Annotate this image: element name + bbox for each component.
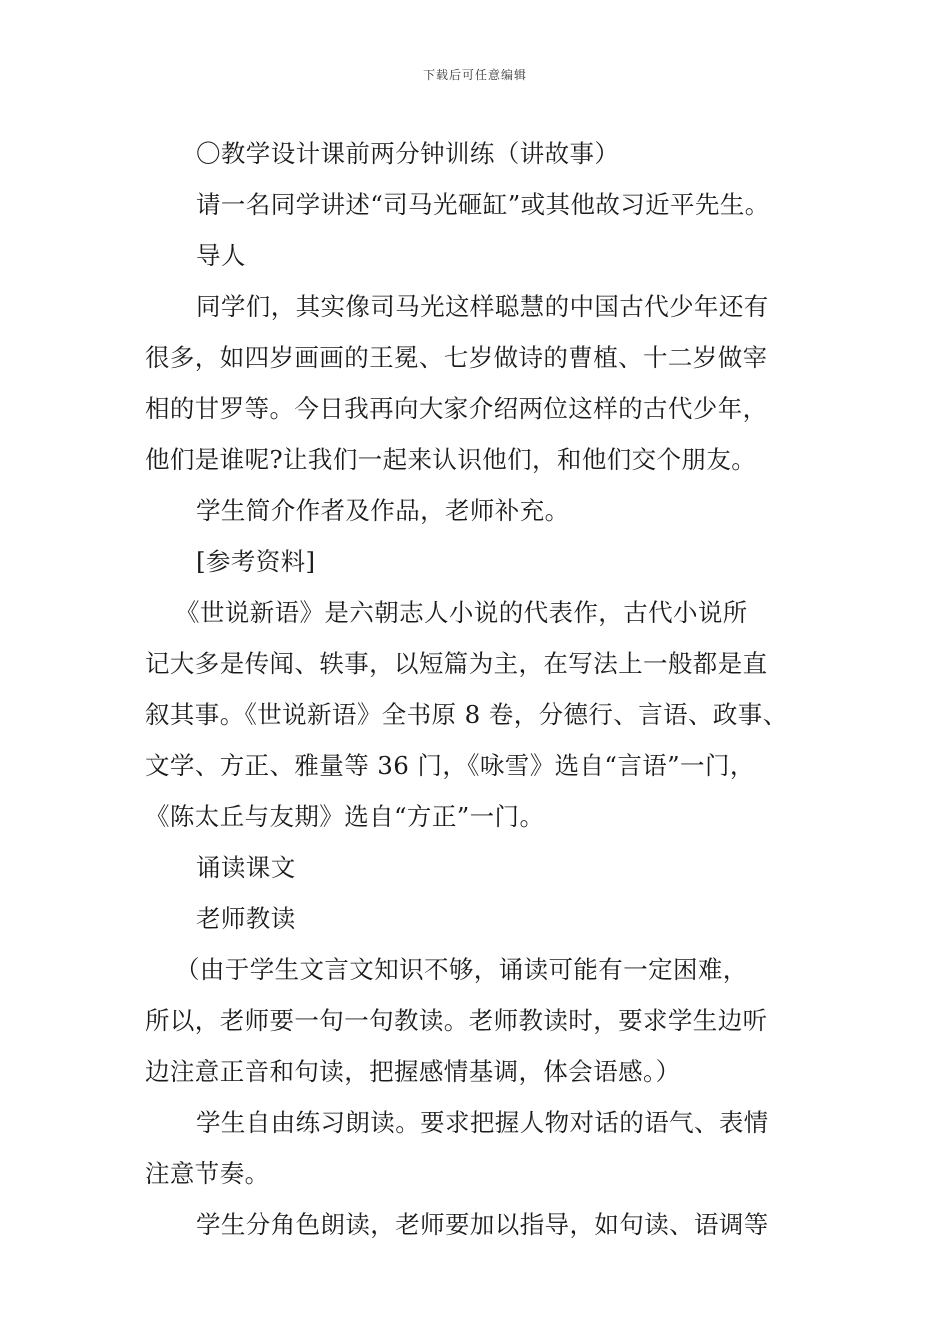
paragraph-line: 他们是谁呢?让我们一起来认识他们，和他们交个朋友。	[145, 445, 757, 474]
section-heading: [参考资料]	[196, 547, 316, 576]
section-heading: 导人	[196, 241, 246, 270]
paragraph-line: 注意节奏。	[145, 1159, 270, 1188]
paragraph-line: （由于学生文言文知识不够，诵读可能有一定困难，	[175, 955, 748, 984]
paragraph-line: 记大多是传闻、轶事，以短篇为主，在写法上一般都是直	[145, 649, 768, 678]
paragraph-line: 同学们，其实像司马光这样聪慧的中国古代少年还有	[196, 292, 769, 321]
page-header: 下载后可任意编辑	[422, 68, 527, 82]
paragraph-line: 相的甘罗等。今日我再向大家介绍两位这样的古代少年，	[145, 394, 768, 423]
section-heading: 诵读课文	[196, 853, 296, 882]
paragraph-line: 叙其事。《世说新语》全书原 8 卷，分德行、言语、政事、	[145, 700, 788, 729]
paragraph-line: 学生分角色朗读，老师要加以指导，如句读、语调等	[196, 1210, 769, 1239]
paragraph-line: 很多，如四岁画画的王冕、七岁做诗的曹植、十二岁做宰	[145, 343, 768, 372]
paragraph-line: 请一名同学讲述“司马光砸缸”或其他故习近平先生。	[196, 190, 770, 219]
paragraph-line: 《世说新语》是六朝志人小说的代表作，古代小说所	[175, 598, 748, 627]
section-heading: 〇教学设计课前两分钟训练（讲故事）	[196, 139, 620, 168]
document-body	[145, 128, 810, 1250]
paragraph-line: 文学、方正、雅量等 36 门，《咏雪》选自“言语”一门，	[145, 751, 755, 780]
paragraph-line: 学生自由练习朗读。要求把握人物对话的语气、表情	[196, 1108, 769, 1137]
section-heading: 老师教读	[196, 904, 296, 933]
paragraph-line: 边注意正音和句读，把握感情基调，体会语感。）	[145, 1057, 681, 1086]
paragraph-line: 学生简介作者及作品，老师补充。	[196, 496, 570, 525]
paragraph-line: 所以，老师要一句一句教读。老师教读时，要求学生边听	[145, 1006, 768, 1035]
paragraph-line: 《陈太丘与友期》选自“方正”一门。	[145, 802, 545, 831]
